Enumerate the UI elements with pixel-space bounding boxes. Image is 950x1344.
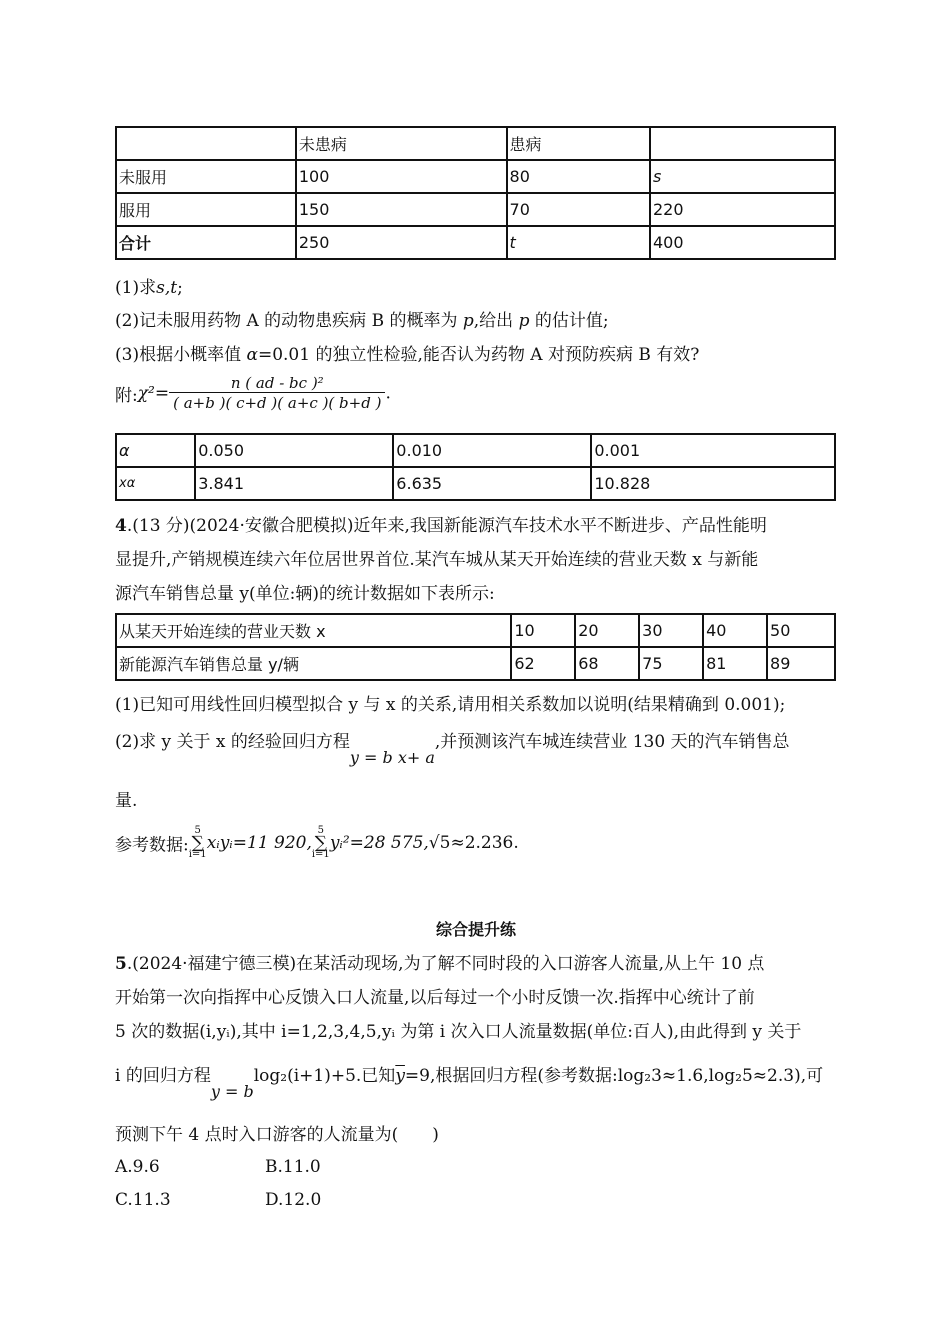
sum-lower: i=1	[188, 849, 207, 860]
reference-data	[115, 826, 519, 860]
table-row	[116, 647, 835, 680]
question-5-line-4	[115, 1064, 824, 1101]
table-cell: 75	[639, 647, 703, 680]
text: ;	[177, 278, 183, 298]
question-part-1	[115, 276, 183, 300]
text: (1)求	[115, 278, 157, 298]
variable: α	[246, 345, 258, 365]
summation	[312, 826, 330, 860]
sigma-icon: ∑	[191, 833, 204, 853]
table-cell: 0.050	[195, 434, 393, 467]
question-4-part-2	[115, 730, 790, 767]
table-cell: 80	[507, 160, 650, 193]
table-cell: 400	[650, 226, 835, 259]
text: log₂(i+1)+5.已知	[253, 1066, 396, 1086]
chi-square-formula	[115, 374, 391, 413]
table-cell: 150	[296, 193, 507, 226]
table-cell: xα	[116, 467, 195, 500]
question-part-3	[115, 343, 699, 367]
choice-c[interactable]: C.11.3	[115, 1190, 171, 1210]
table-cell: t	[507, 226, 650, 259]
sigma-icon: ∑	[314, 833, 327, 853]
table-row	[116, 434, 835, 467]
question-5-line-2: 开始第一次向指挥中心反馈入口人流量,以后每过一个小时反馈一次.指挥中心统计了前	[115, 988, 755, 1008]
contingency-table	[115, 126, 836, 260]
table-cell: 0.010	[393, 434, 591, 467]
text: 的估计值;	[529, 311, 609, 331]
variable: p	[462, 311, 474, 331]
question-4-line-2: 显提升,产销规模连续六年位居世界首位.某汽车城从某天开始连续的营业天数 x 与新能	[115, 550, 759, 570]
table-cell: 70	[507, 193, 650, 226]
table-cell: 新能源汽车销售总量 y/辆	[116, 647, 511, 680]
table-cell: 6.635	[393, 467, 591, 500]
choice-d[interactable]: D.12.0	[265, 1190, 322, 1210]
question-5-line-5: 预测下午 4 点时入口游客的人流量为( )	[115, 1125, 439, 1145]
question-part-2	[115, 309, 609, 333]
denominator: ( a+b )( c+d )( a+c )( b+d )	[169, 392, 385, 413]
question-5-line-1	[115, 952, 764, 976]
table-cell: s	[650, 160, 835, 193]
critical-value-table	[115, 433, 836, 501]
question-4-part-2-end: 量.	[115, 791, 138, 811]
table-cell: 3.841	[195, 467, 393, 500]
table-cell: 20	[575, 614, 639, 647]
text: ,并预测该汽车城连续营业 130 天的汽车销售总	[434, 732, 790, 752]
text: 附:	[115, 386, 138, 406]
table-cell: 患病	[507, 127, 650, 160]
table-cell: 220	[650, 193, 835, 226]
choice-b[interactable]: B.11.0	[265, 1157, 321, 1177]
variables: s,t	[156, 278, 178, 298]
text: χ²=	[137, 383, 170, 404]
table-cell: 62	[511, 647, 575, 680]
table-cell: 未患病	[296, 127, 507, 160]
question-4-line-3: 源汽车销售总量 y(单位:辆)的统计数据如下表所示:	[115, 584, 495, 604]
numerator: n ( ad - bc )²	[230, 374, 324, 392]
table-cell: 合计	[116, 226, 296, 259]
table-row	[116, 226, 835, 259]
text: (2)记未服用药物 A 的动物患疾病 B 的概率为	[115, 311, 463, 331]
text: 参考数据:	[115, 835, 189, 856]
table-cell: 50	[767, 614, 835, 647]
table-cell: 10.828	[591, 467, 835, 500]
text: .	[385, 383, 391, 404]
text: =9,根据回归方程(参考数据:log₂3≈1.6,log₂5≈2.3),可	[404, 1066, 824, 1086]
table-cell: 服用	[116, 193, 296, 226]
text: .(13 分)(2024·安徽合肥模拟)近年来,我国新能源汽车技术水平不断进步、产品性能明	[126, 516, 767, 536]
text: yᵢ²=28 575,	[329, 833, 429, 853]
text: ,给出	[473, 311, 519, 331]
text: .(2024·福建宁德三模)在某活动现场,为了解不同时段的入口游客人流量,从上午 10 点	[126, 954, 765, 974]
question-number: 4	[115, 516, 127, 536]
question-4-line-1	[115, 514, 767, 538]
summation	[189, 826, 207, 860]
table-cell: 68	[575, 647, 639, 680]
table-row	[116, 160, 835, 193]
table-row	[116, 193, 835, 226]
text: xᵢyᵢ=11 920,	[206, 833, 312, 853]
fraction	[169, 374, 385, 413]
section-title: 综合提升练	[435, 920, 516, 939]
regression-equation: y = b	[210, 1082, 254, 1101]
table-cell: 0.001	[591, 434, 835, 467]
text: √5≈2.236.	[428, 833, 519, 853]
question-4-part-1: (1)已知可用线性回归模型拟合 y 与 x 的关系,请用相关系数加以说明(结果精确到 0.001);	[115, 695, 786, 715]
y-bar: $\overline{y}$	[395, 1066, 405, 1086]
table-cell: 从某天开始连续的营业天数 x	[116, 614, 511, 647]
table-cell: 81	[703, 647, 767, 680]
table-cell: 89	[767, 647, 835, 680]
table-cell: 10	[511, 614, 575, 647]
table-cell	[650, 127, 835, 160]
sales-table	[115, 613, 836, 681]
text: (3)根据小概率值	[115, 345, 247, 365]
table-cell: α	[116, 434, 195, 467]
sum-lower: i=1	[311, 849, 330, 860]
table-cell: 30	[639, 614, 703, 647]
table-cell: 100	[296, 160, 507, 193]
sum-upper: 5	[194, 825, 201, 836]
table-cell: 40	[703, 614, 767, 647]
table-row	[116, 127, 835, 160]
question-number: 5	[115, 954, 127, 974]
table-cell: 250	[296, 226, 507, 259]
table-cell: 未服用	[116, 160, 296, 193]
variable: p	[518, 311, 530, 331]
text: i 的回归方程	[115, 1066, 211, 1086]
sum-upper: 5	[317, 825, 325, 836]
table-cell	[116, 127, 296, 160]
table-row	[116, 467, 835, 500]
regression-equation: y = b x+ a	[349, 748, 435, 767]
table-row	[116, 614, 835, 647]
text: (2)求 y 关于 x 的经验回归方程	[115, 732, 350, 752]
question-5-line-3: 5 次的数据(i,yᵢ),其中 i=1,2,3,4,5,yᵢ 为第 i 次入口人流量数据(单位:百人),由此得到 y 关于	[115, 1022, 802, 1042]
choice-a[interactable]: A.9.6	[115, 1157, 160, 1177]
text: =0.01 的独立性检验,能否认为药物 A 对预防疾病 B 有效?	[257, 345, 700, 365]
